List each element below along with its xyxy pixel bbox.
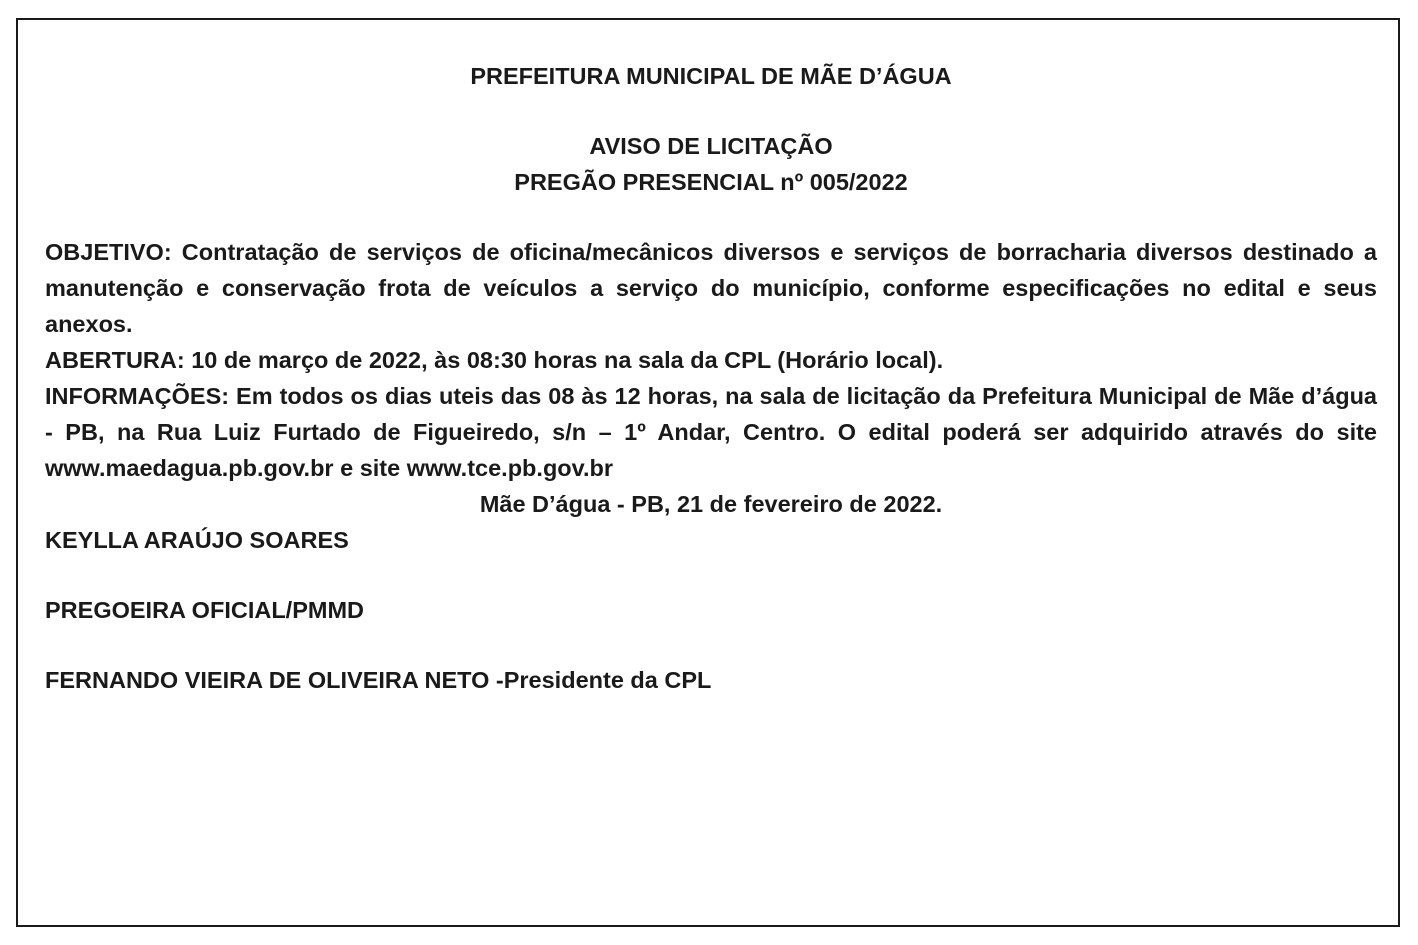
- notice-reference: PREGÃO PRESENCIAL nº 005/2022: [514, 169, 908, 195]
- spacer: [45, 94, 1377, 128]
- place-date: Mãe D’água - PB, 21 de fevereiro de 2022.: [479, 491, 943, 517]
- spacer: [45, 200, 1377, 234]
- spacer: [45, 558, 1377, 592]
- signatory-name: KEYLLA ARAÚJO SOARES: [45, 527, 349, 553]
- signatory-role: PREGOEIRA OFICIAL/PMMD: [45, 597, 364, 623]
- opening-paragraph: ABERTURA: 10 de março de 2022, às 08:30 horas na sala da CPL (Horário local).: [45, 347, 944, 373]
- notice-frame: [16, 18, 1400, 927]
- organization-title: PREFEITURA MUNICIPAL DE MÃE D’ÁGUA: [470, 63, 952, 89]
- objective-paragraph: OBJETIVO: Contratação de serviços de oficina/mecânicos diversos e serviços de borracharia diversos destinado a manutenção e conservação frota de veículos a serviço do município, conforme especificações no edital e seus anexos.: [45, 239, 1377, 337]
- spacer: [45, 628, 1377, 662]
- notice-content: [45, 58, 1377, 698]
- president-signature: FERNANDO VIEIRA DE OLIVEIRA NETO -Presidente da CPL: [45, 667, 712, 693]
- notice-title: AVISO DE LICITAÇÃO: [589, 133, 833, 159]
- information-paragraph: INFORMAÇÕES: Em todos os dias uteis das 08 às 12 horas, na sala de licitação da Prefeitura Municipal de Mãe d’água - PB, na Rua Luiz Furtado de Figueiredo, s/n – 1º Andar, Centro. O edital poderá ser adquirido através do site www.maedagua.pb.gov.br e site www.tce.pb.gov.br: [45, 383, 1377, 481]
